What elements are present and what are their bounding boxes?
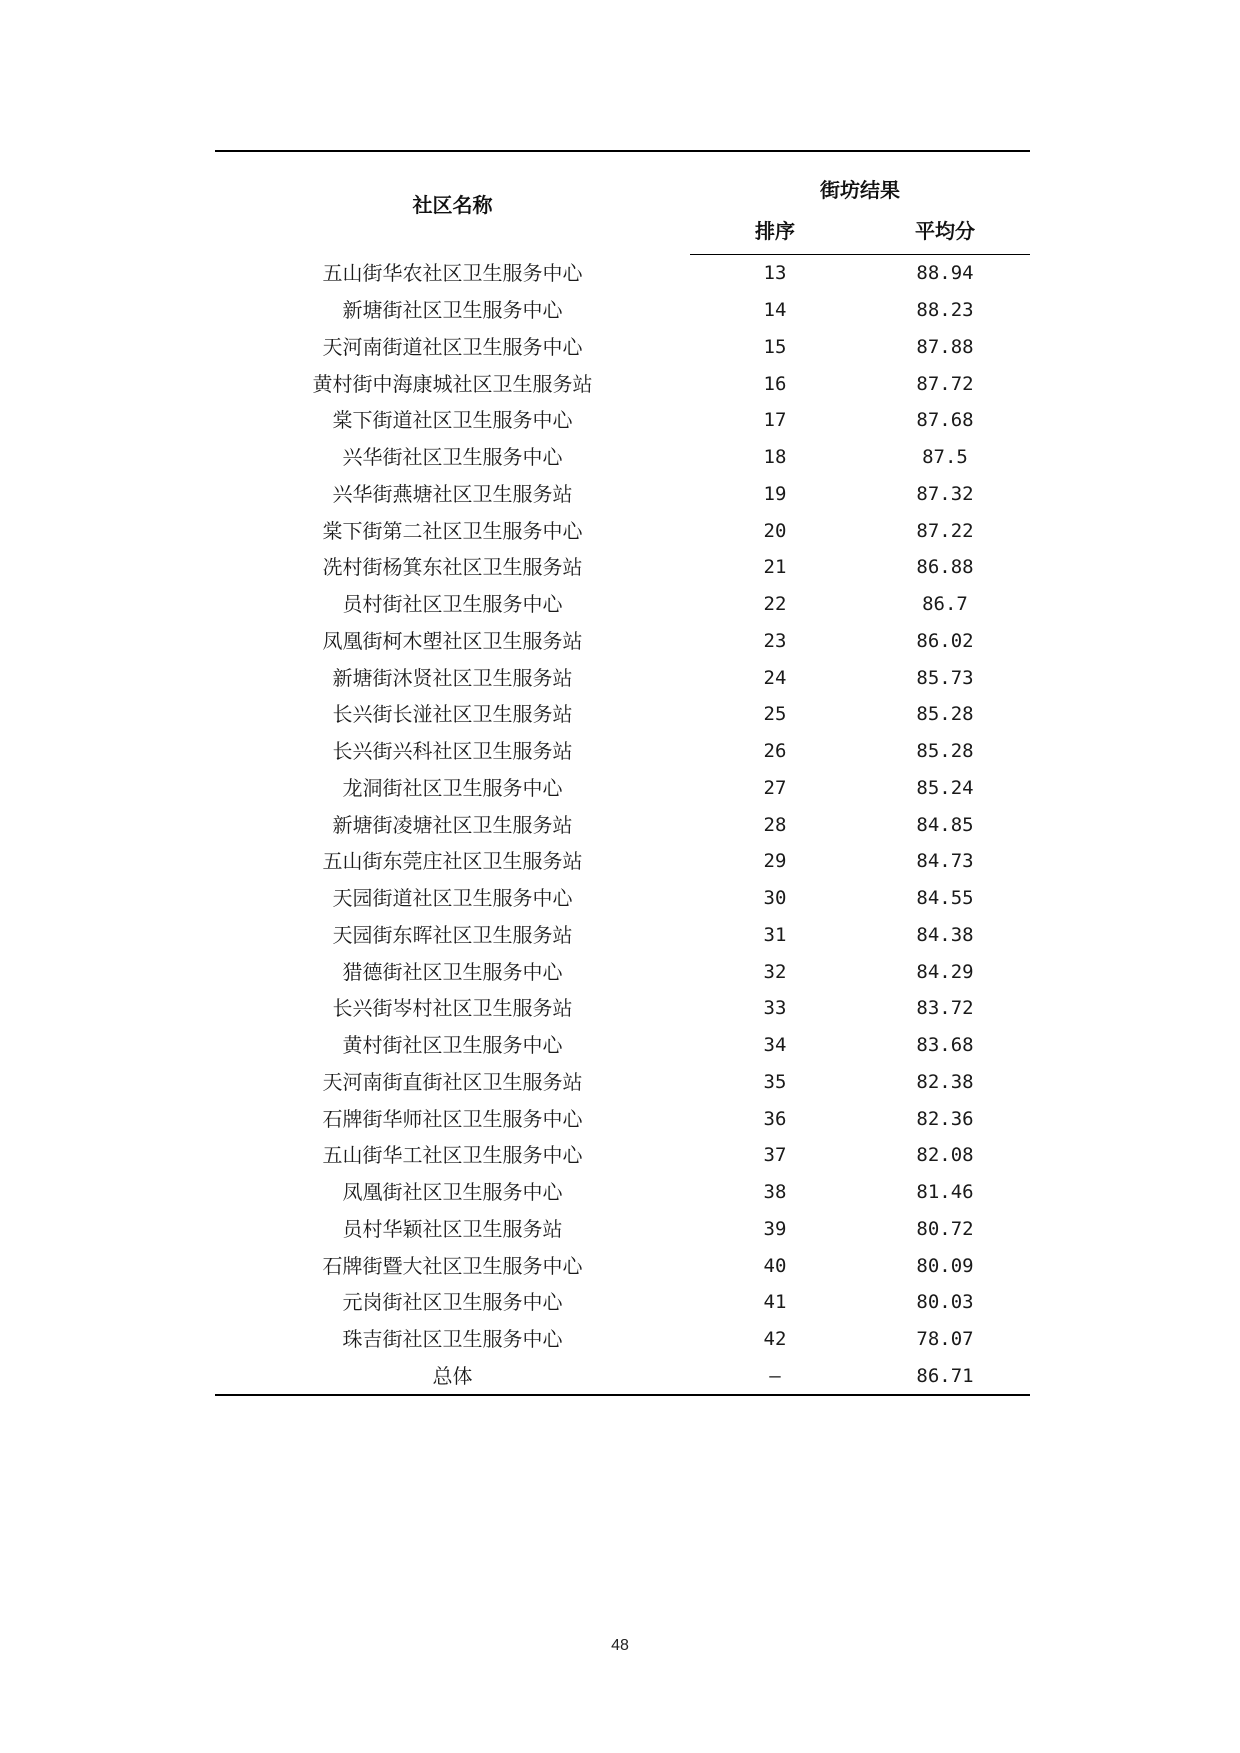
table-row [215, 806, 1030, 843]
cell-average-score: 82.38 [916, 1070, 974, 1093]
cell-community-name: 长兴街长湴社区卫生服务站 [332, 702, 573, 727]
cell-average-score: 87.22 [916, 519, 974, 542]
table-row [215, 365, 1030, 402]
cell-average-score: 85.24 [916, 776, 974, 799]
cell-rank: 28 [763, 813, 787, 836]
cell-rank: — [690, 1358, 860, 1396]
cell-community-name: 棠下街第二社区卫生服务中心 [322, 518, 583, 543]
cell-average-score: 80.09 [916, 1254, 974, 1277]
cell-rank: 35 [763, 1070, 787, 1093]
table-row [215, 1064, 1030, 1101]
cell-community-name: 天河南街直街社区卫生服务站 [322, 1069, 583, 1094]
table-row [215, 770, 1030, 807]
cell-average-score: 84.85 [916, 813, 974, 836]
table-row [215, 255, 1030, 292]
cell-average-score: 87.88 [916, 335, 974, 358]
table-row [215, 1137, 1030, 1174]
cell-rank: 22 [763, 593, 787, 616]
cell-average-score: 83.72 [916, 997, 974, 1020]
cell-average-score: 84.29 [916, 960, 974, 983]
cell-community-name: 天园街道社区卫生服务中心 [332, 886, 573, 911]
cell-average-score: 85.73 [916, 666, 974, 689]
cell-community-name: 石牌街暨大社区卫生服务中心 [322, 1253, 583, 1278]
cell-community-name: 兴华街社区卫生服务中心 [342, 445, 563, 470]
cell-rank: 25 [763, 703, 787, 726]
table-row [215, 659, 1030, 696]
cell-average-score: 88.94 [916, 262, 974, 285]
cell-rank: 30 [763, 887, 787, 910]
cell-rank: 19 [763, 482, 787, 505]
cell-community-name: 长兴街岑村社区卫生服务站 [332, 996, 573, 1021]
cell-average-score: 78.07 [916, 1328, 974, 1351]
cell-community-name: 新塘街社区卫生服务中心 [342, 298, 563, 323]
cell-community-name: 新塘街凌塘社区卫生服务站 [332, 812, 573, 837]
ranking-table [215, 150, 1030, 1396]
cell-community-name: 员村华颖社区卫生服务站 [342, 1216, 563, 1241]
table-row [215, 1027, 1030, 1064]
table-row [215, 880, 1030, 917]
table-row [215, 586, 1030, 623]
cell-community-name: 珠吉街社区卫生服务中心 [342, 1327, 563, 1352]
cell-average-score: 86.71 [860, 1358, 1030, 1396]
cell-rank: 36 [763, 1107, 787, 1130]
cell-community-name: 棠下街道社区卫生服务中心 [332, 408, 573, 433]
cell-community-name: 五山街东莞庄社区卫生服务站 [322, 849, 583, 874]
cell-rank: 13 [763, 262, 787, 285]
table-row [215, 1211, 1030, 1248]
cell-community-name: 凤凰街柯木塱社区卫生服务站 [322, 628, 583, 653]
cell-community-name: 龙洞街社区卫生服务中心 [342, 775, 563, 800]
cell-community-name: 兴华街燕塘社区卫生服务站 [332, 481, 573, 506]
cell-average-score: 87.72 [916, 372, 974, 395]
cell-community-name: 黄村街中海康城社区卫生服务站 [312, 371, 593, 396]
cell-rank: 39 [763, 1217, 787, 1240]
table-row [215, 402, 1030, 439]
cell-community-name: 天园街东晖社区卫生服务站 [332, 922, 573, 947]
cell-rank: 16 [763, 372, 787, 395]
cell-average-score: 87.32 [916, 482, 974, 505]
table-row [215, 733, 1030, 770]
table-row [215, 917, 1030, 954]
cell-average-score: 84.38 [916, 923, 974, 946]
table-header [215, 151, 1030, 255]
cell-rank: 27 [763, 776, 787, 799]
column-header-score: 平均分 [860, 205, 1030, 255]
table-row [215, 512, 1030, 549]
cell-rank: 29 [763, 850, 787, 873]
cell-average-score: 86.88 [916, 556, 974, 579]
cell-average-score: 82.08 [916, 1144, 974, 1167]
cell-average-score: 87.68 [916, 409, 974, 432]
cell-average-score: 82.36 [916, 1107, 974, 1130]
cell-average-score: 86.7 [922, 593, 968, 616]
cell-community-name: 猎德街社区卫生服务中心 [342, 959, 563, 984]
cell-average-score: 85.28 [916, 740, 974, 763]
table-row [215, 1174, 1030, 1211]
table-row [215, 1321, 1030, 1358]
table-row [215, 1247, 1030, 1284]
table-row [215, 623, 1030, 660]
cell-rank: 31 [763, 923, 787, 946]
column-group-header: 街坊结果 [690, 151, 1030, 205]
cell-average-score: 81.46 [916, 1181, 974, 1204]
column-header-rank: 排序 [690, 205, 860, 255]
cell-rank: 15 [763, 335, 787, 358]
cell-rank: 21 [763, 556, 787, 579]
cell-rank: 33 [763, 997, 787, 1020]
table-row [215, 1358, 1030, 1396]
cell-rank: 41 [763, 1291, 787, 1314]
table-row [215, 843, 1030, 880]
cell-average-score: 83.68 [916, 1034, 974, 1057]
cell-average-score: 80.72 [916, 1217, 974, 1240]
cell-community-name: 长兴街兴科社区卫生服务站 [332, 739, 573, 764]
cell-average-score: 84.55 [916, 887, 974, 910]
column-header-name: 社区名称 [215, 151, 690, 255]
cell-community-name: 石牌街华师社区卫生服务中心 [322, 1106, 583, 1131]
cell-rank: 14 [763, 299, 787, 322]
table-row [215, 549, 1030, 586]
cell-rank: 17 [763, 409, 787, 432]
cell-community-name: 五山街华工社区卫生服务中心 [322, 1143, 583, 1168]
table-row [215, 329, 1030, 366]
cell-community-name: 新塘街沐贤社区卫生服务站 [332, 665, 573, 690]
table-body [215, 255, 1030, 1396]
cell-average-score: 85.28 [916, 703, 974, 726]
table-container [215, 150, 1030, 1396]
cell-average-score: 86.02 [916, 629, 974, 652]
table-row [215, 1284, 1030, 1321]
cell-rank: 40 [763, 1254, 787, 1277]
header-row-top [215, 151, 1030, 205]
cell-average-score: 88.23 [916, 299, 974, 322]
table-row [215, 953, 1030, 990]
table-row [215, 990, 1030, 1027]
table-row [215, 476, 1030, 513]
cell-community-name: 元岗街社区卫生服务中心 [342, 1290, 563, 1315]
cell-rank: 42 [763, 1328, 787, 1351]
cell-average-score: 80.03 [916, 1291, 974, 1314]
cell-rank: 38 [763, 1181, 787, 1204]
cell-rank: 37 [763, 1144, 787, 1167]
cell-rank: 26 [763, 740, 787, 763]
page-number: 48 [611, 1637, 629, 1654]
cell-community-name: 冼村街杨箕东社区卫生服务站 [322, 555, 583, 580]
table-row [215, 1100, 1030, 1137]
cell-community-name: 黄村街社区卫生服务中心 [342, 1033, 563, 1058]
table-row [215, 439, 1030, 476]
cell-community-name: 员村街社区卫生服务中心 [342, 592, 563, 617]
cell-community-name: 天河南街道社区卫生服务中心 [322, 334, 583, 359]
cell-rank: 24 [763, 666, 787, 689]
cell-average-score: 84.73 [916, 850, 974, 873]
cell-community-name: 五山街华农社区卫生服务中心 [322, 261, 583, 286]
cell-rank: 18 [763, 446, 787, 469]
cell-average-score: 87.5 [922, 446, 968, 469]
cell-rank: 32 [763, 960, 787, 983]
cell-community-name: 总体 [215, 1358, 690, 1396]
table-row [215, 292, 1030, 329]
cell-rank: 34 [763, 1034, 787, 1057]
cell-community-name: 凤凰街社区卫生服务中心 [342, 1180, 563, 1205]
cell-rank: 23 [763, 629, 787, 652]
cell-rank: 20 [763, 519, 787, 542]
table-row [215, 696, 1030, 733]
